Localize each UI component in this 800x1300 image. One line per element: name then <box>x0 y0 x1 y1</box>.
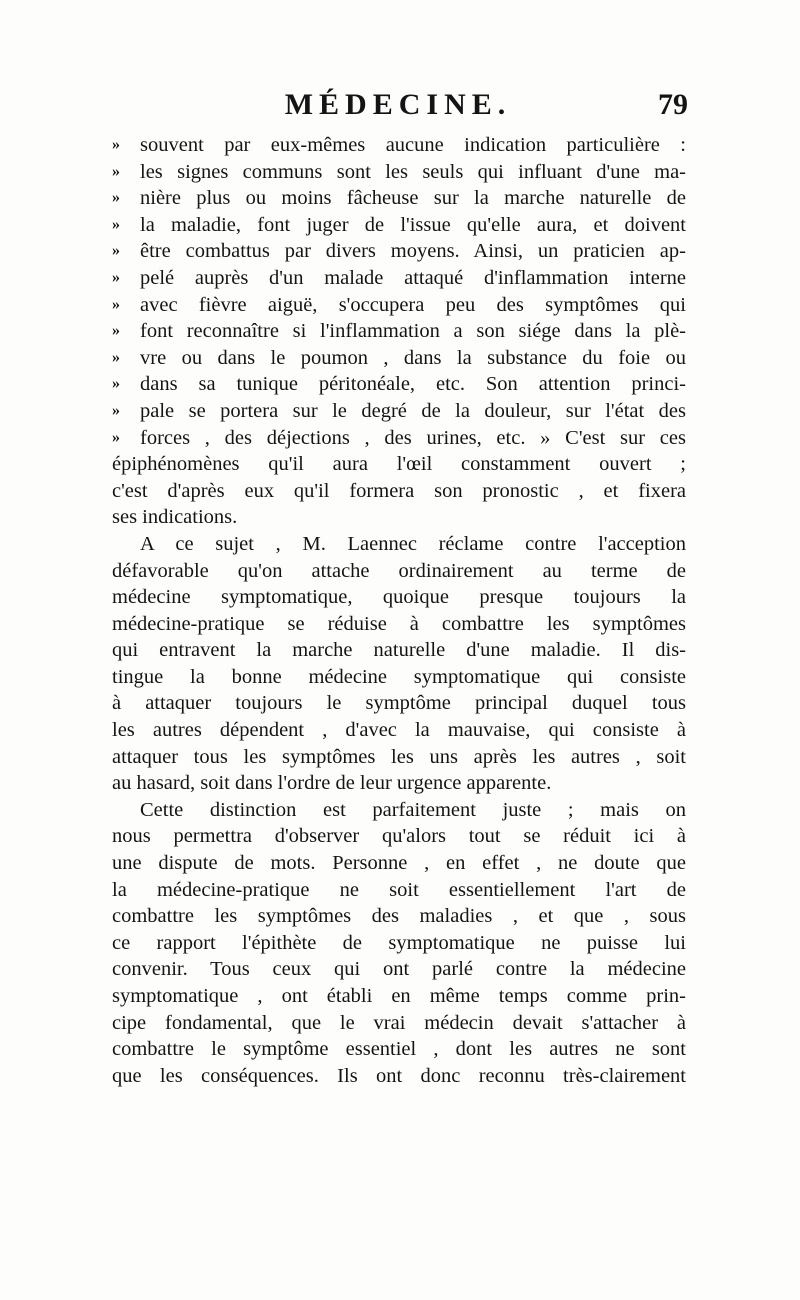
line-text: tingue la bonne médecine symptomatique qui consiste <box>112 665 686 688</box>
line-text: pale se portera sur le degré de la douleur, sur l'état des <box>140 399 686 422</box>
line-text: font reconnaître si l'inflammation a son siége dans la plè- <box>140 320 686 343</box>
text-line <box>112 1036 686 1063</box>
text-line <box>112 238 686 265</box>
line-text: forces , des déjections , des urines, etc. » C'est sur ces <box>140 426 686 449</box>
text-line <box>112 531 686 558</box>
line-text: convenir. Tous ceux qui ont parlé contre la médecine <box>112 958 686 981</box>
text-line <box>112 744 686 771</box>
line-text: nière plus ou moins fâcheuse sur la marche naturelle de <box>140 187 686 210</box>
line-text: qui entravent la marche naturelle d'une maladie. Il dis- <box>112 639 686 662</box>
text-line <box>112 159 686 186</box>
text-line <box>112 956 686 983</box>
line-text: cipe fondamental, que le vrai médecin devait s'attacher à <box>112 1011 686 1034</box>
text-line <box>112 478 686 505</box>
quote-mark: » <box>112 428 120 446</box>
text-line <box>112 1010 686 1037</box>
body-text <box>112 132 686 1089</box>
line-text: dans sa tunique péritonéale, etc. Son attention princi- <box>140 373 686 396</box>
line-text: attaquer tous les symptômes les uns après les autres , soit <box>112 745 686 768</box>
page-header <box>108 88 688 128</box>
line-text: une dispute de mots. Personne , en effet , ne doute que <box>112 852 686 875</box>
line-text: au hasard, soit dans l'ordre de leur urgence apparente. <box>112 772 552 795</box>
line-text: ce rapport l'épithète de symptomatique ne puisse lui <box>112 931 686 954</box>
text-line <box>112 584 686 611</box>
quote-mark: » <box>112 295 120 313</box>
text-line <box>112 664 686 691</box>
quote-mark: » <box>112 215 120 233</box>
text-line <box>112 398 686 425</box>
text-line <box>112 770 686 797</box>
quote-mark: » <box>112 322 120 340</box>
text-line <box>112 265 686 292</box>
line-text: avec fièvre aiguë, s'occupera peu des symptômes qui <box>140 293 686 316</box>
text-line <box>112 1063 686 1090</box>
line-text: ses indications. <box>112 506 238 529</box>
line-text: les autres dépendent , d'avec la mauvaise, qui consiste à <box>112 719 686 742</box>
quote-mark: » <box>112 348 120 366</box>
text-line <box>112 850 686 877</box>
line-text: A ce sujet , M. Laennec réclame contre l'acception <box>140 532 686 555</box>
text-line <box>112 903 686 930</box>
text-line <box>112 690 686 717</box>
running-head: MÉDECINE. <box>284 88 512 121</box>
quote-mark: » <box>112 136 120 153</box>
text-line <box>112 983 686 1010</box>
quote-mark: » <box>112 375 120 393</box>
text-line <box>112 611 686 638</box>
text-line <box>112 185 686 212</box>
text-line <box>112 823 686 850</box>
line-text: vre ou dans le poumon , dans la substance du foie ou <box>140 346 686 369</box>
line-text: symptomatique , ont établi en même temps comme prin- <box>112 985 686 1007</box>
line-text: la maladie, font juger de l'issue qu'elle aura, et doivent <box>140 213 686 236</box>
text-line <box>112 637 686 664</box>
quote-mark: » <box>112 401 120 419</box>
text-line <box>112 132 686 159</box>
text-line <box>112 212 686 239</box>
line-text: nous permettra d'observer qu'alors tout se réduit ici à <box>112 825 686 848</box>
line-text: que les conséquences. Ils ont donc reconnu très-clairement <box>112 1064 686 1087</box>
text-line <box>112 717 686 744</box>
line-text: pelé auprès d'un malade attaqué d'inflammation interne <box>140 266 686 289</box>
text-line <box>112 318 686 345</box>
line-text: être combattus par divers moyens. Ainsi, un praticien ap- <box>140 240 686 263</box>
text-line <box>112 425 686 452</box>
line-text: la médecine-pratique ne soit essentiellement l'art de <box>112 878 686 901</box>
line-text: combattre le symptôme essentiel , dont les autres ne sont <box>112 1038 686 1061</box>
line-text: Cette distinction est parfaitement juste ; mais on <box>140 798 686 821</box>
line-text: souvent par eux-mêmes aucune indication particulière : <box>140 134 686 156</box>
text-line <box>112 558 686 585</box>
quote-mark: » <box>112 162 120 180</box>
quote-mark: » <box>112 268 120 286</box>
text-line <box>112 877 686 904</box>
text-line <box>112 292 686 319</box>
line-text: c'est d'après eux qu'il formera son pronostic , et fixera <box>112 479 686 502</box>
text-line <box>112 504 686 531</box>
text-line <box>112 345 686 372</box>
line-text: combattre les symptômes des maladies , et que , sous <box>112 905 686 928</box>
quote-mark: » <box>112 242 120 260</box>
line-text: médecine symptomatique, quoique presque toujours la <box>112 586 686 609</box>
line-text: épiphénomènes qu'il aura l'œil constamment ouvert ; <box>112 453 686 476</box>
text-line <box>112 930 686 957</box>
line-text: défavorable qu'on attache ordinairement au terme de <box>112 559 686 582</box>
line-text: à attaquer toujours le symptôme principal duquel tous <box>112 692 686 715</box>
line-text: médecine-pratique se réduise à combattre les symptômes <box>112 612 686 635</box>
text-line <box>112 797 686 824</box>
text-line <box>112 451 686 478</box>
line-text: les signes communs sont les seuls qui influant d'une ma- <box>140 160 686 183</box>
text-line <box>112 371 686 398</box>
page-number: 79 <box>658 88 688 121</box>
quote-mark: » <box>112 189 120 207</box>
